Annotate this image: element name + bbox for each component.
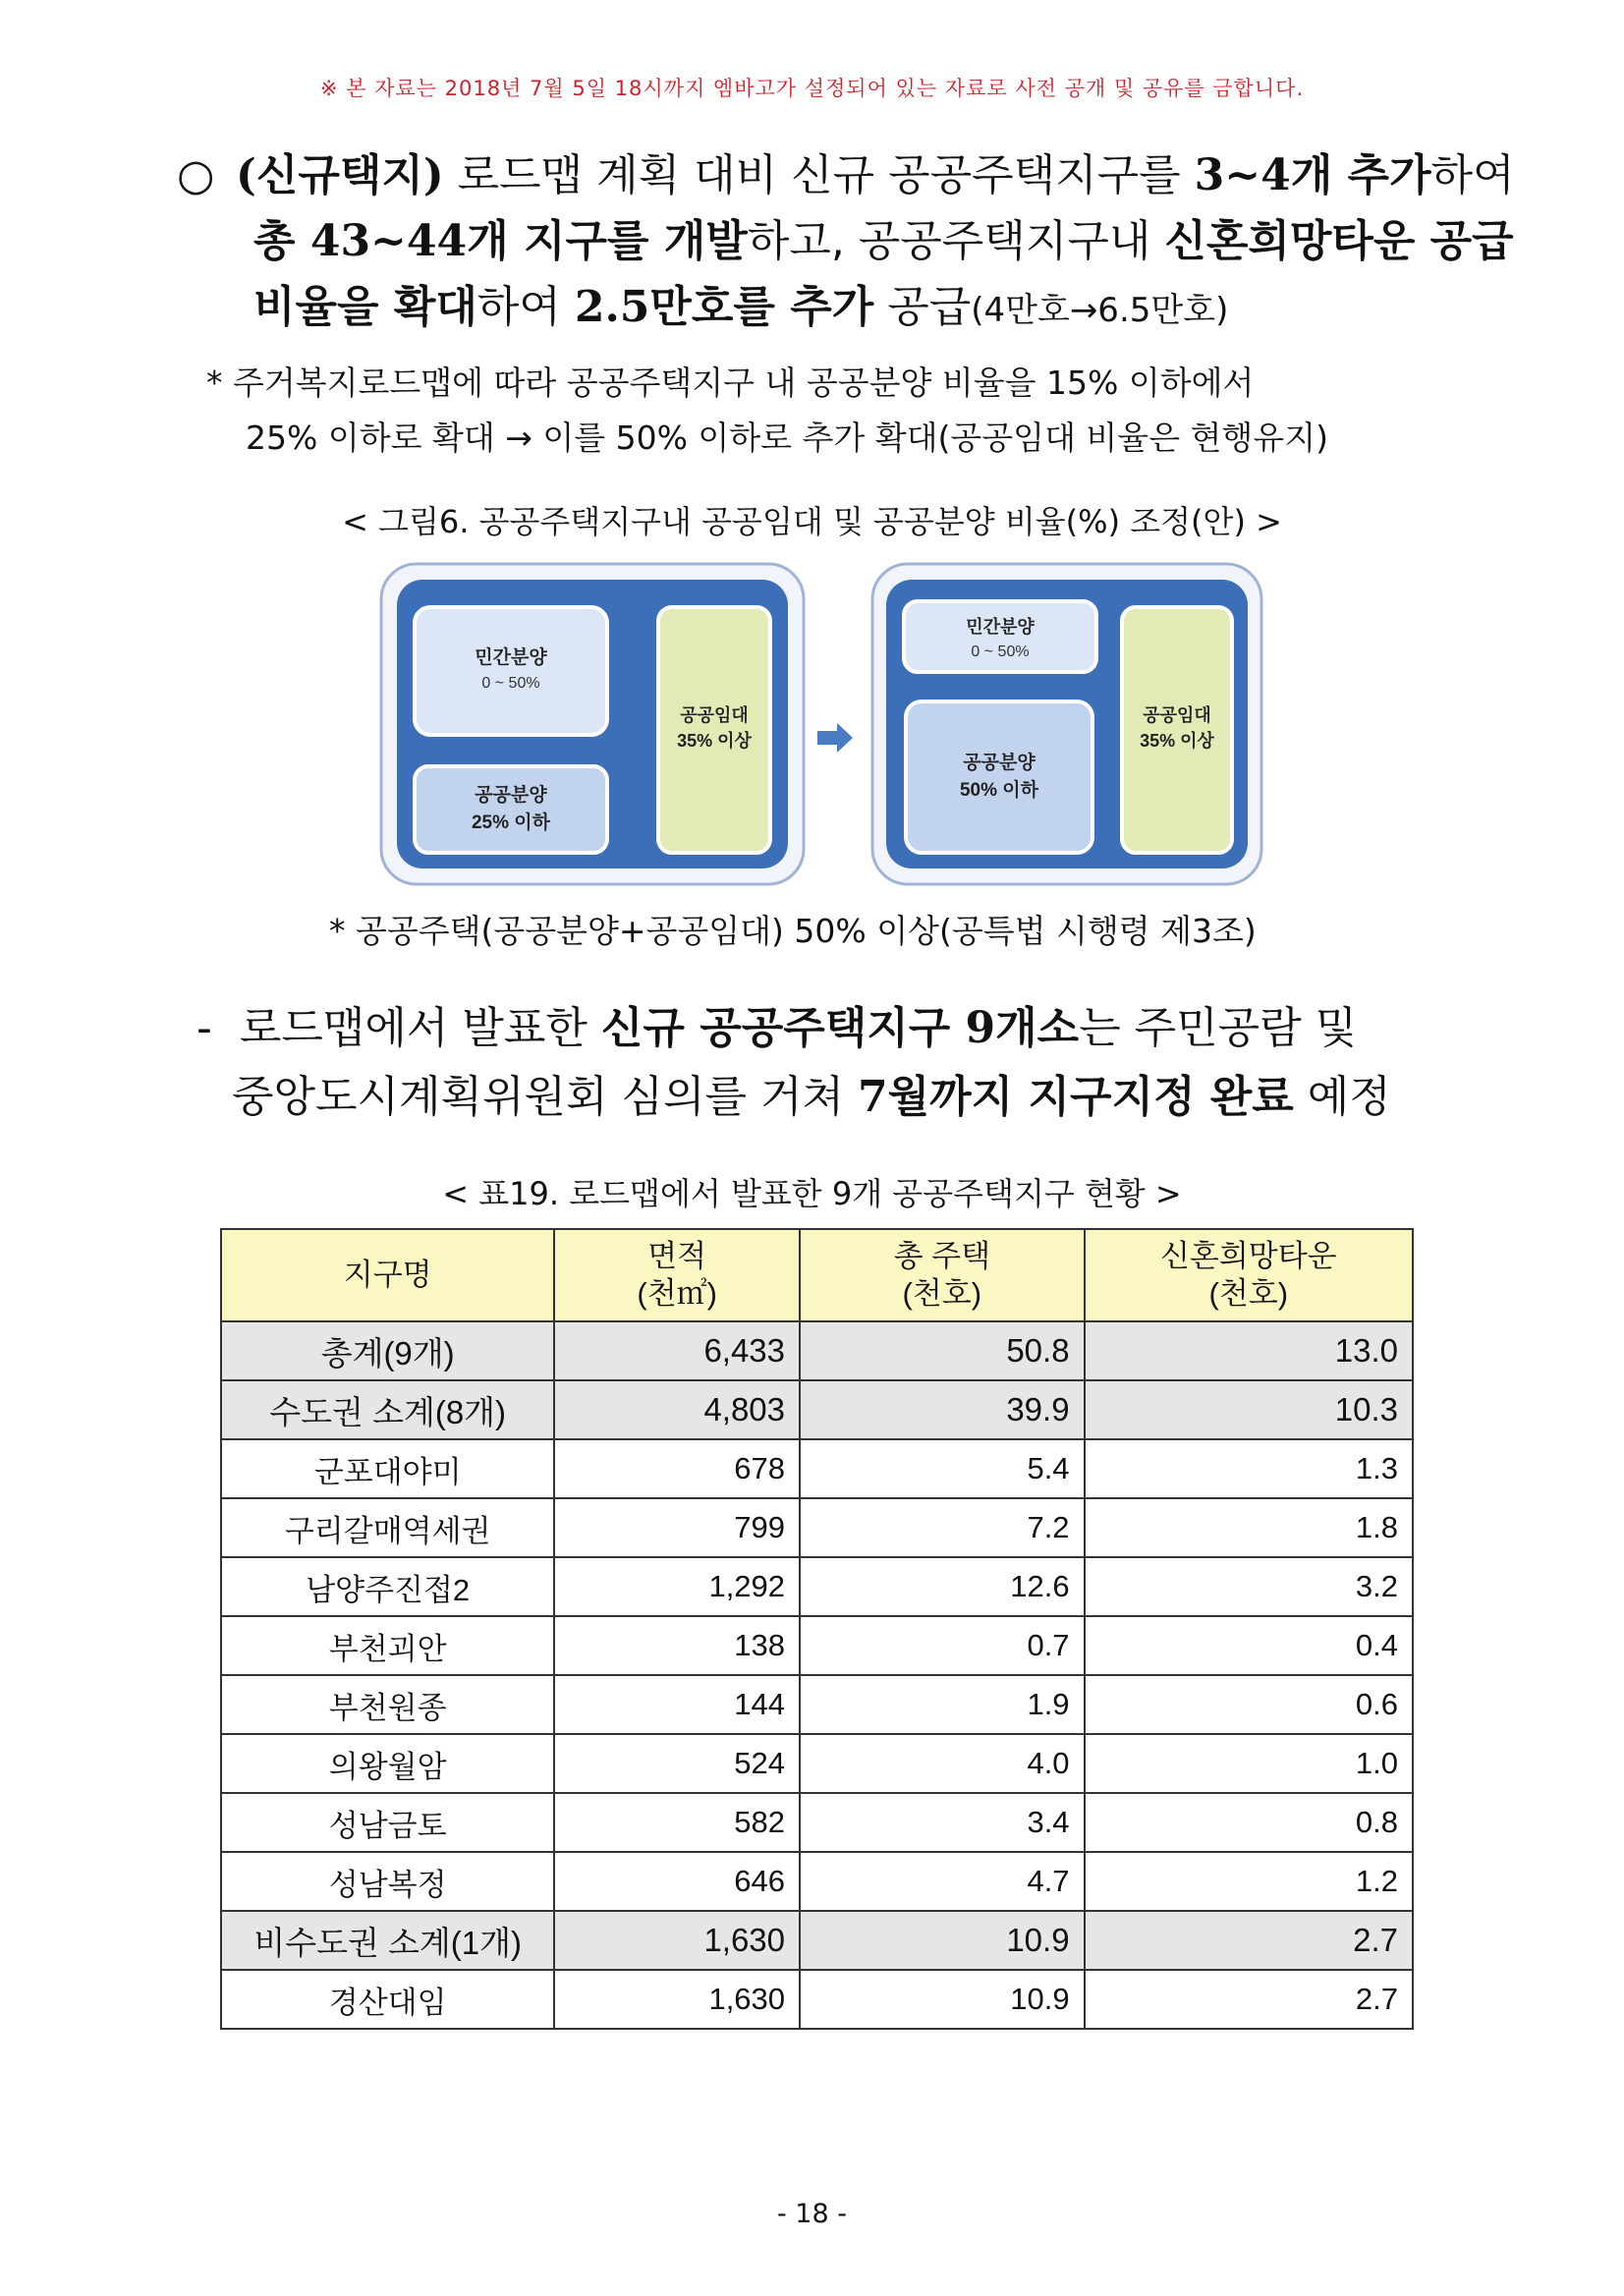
total-housing-cell: 50.8	[800, 1321, 1085, 1380]
paragraph-line-3: 비율을 확대하여 2.5만호를 추가 공급(4만호→6.5만호)	[253, 282, 1229, 332]
right-arrow-icon	[817, 723, 853, 753]
paragraph-new-sites	[177, 142, 1515, 344]
district-name-cell: 의왕월암	[221, 1734, 554, 1793]
table-summary-row	[221, 1911, 1413, 1970]
figure-note: * 공공주택(공공분양+공공임대) 50% 이상(공특법 시행령 제3조)	[329, 912, 1257, 950]
before-private-range: 0 ~ 50%	[481, 675, 540, 692]
public-housing-sites-table	[220, 1228, 1414, 2030]
newlywed-cell: 3.2	[1085, 1557, 1413, 1616]
district-name-cell: 성남금토	[221, 1793, 554, 1852]
figure-caption: < 그림6. 공공주택지구내 공공임대 및 공공분양 비율(%) 조정(안) >	[342, 503, 1282, 540]
area-cell: 6,433	[554, 1321, 800, 1380]
after-public-rent-label: 공공임대	[1143, 705, 1211, 725]
district-name-cell: 남양주진접2	[221, 1557, 554, 1616]
district-name-cell: 구리갈매역세권	[221, 1498, 554, 1557]
before-public-rent-range: 35% 이상	[677, 731, 752, 751]
table-summary-row	[221, 1321, 1413, 1380]
newlywed-cell: 0.6	[1085, 1675, 1413, 1734]
total-housing-cell: 1.9	[800, 1675, 1085, 1734]
area-cell: 1,630	[554, 1970, 800, 2029]
after-private-box	[904, 601, 1096, 672]
newlywed-cell: 10.3	[1085, 1380, 1413, 1439]
after-panel	[872, 564, 1261, 884]
before-private-box	[415, 607, 607, 735]
header-total-housing: 총 주택 (천호)	[800, 1229, 1085, 1321]
paragraph2-line-1: - 로드맵에서 발표한 신규 공공주택지구 9개소는 주민공람 및	[196, 1003, 1358, 1053]
newlywed-cell: 2.7	[1085, 1911, 1413, 1970]
table-row	[221, 1498, 1413, 1557]
after-public-sale-box	[906, 701, 1092, 853]
area-cell: 1,630	[554, 1911, 800, 1970]
after-private-range: 0 ~ 50%	[971, 644, 1030, 660]
embargo-notice: ※ 본 자료는 2018년 7월 5일 18시까지 엠바고가 설정되어 있는 자료로 사전 공개 및 공유를 금합니다.	[319, 77, 1305, 100]
area-cell: 138	[554, 1616, 800, 1675]
before-public-sale-box	[415, 766, 607, 853]
table-row	[221, 1852, 1413, 1911]
newlywed-cell: 1.8	[1085, 1498, 1413, 1557]
paragraph-line-1: (신규택지) 로드맵 계획 대비 신규 공공주택지구를 3~4개 추가하여	[236, 150, 1515, 200]
table-header-row	[221, 1229, 1413, 1321]
newlywed-cell: 0.4	[1085, 1616, 1413, 1675]
total-housing-cell: 4.7	[800, 1852, 1085, 1911]
newlywed-cell: 2.7	[1085, 1970, 1413, 2029]
after-private-label: 민간분양	[966, 617, 1035, 637]
district-name-cell: 부천원종	[221, 1675, 554, 1734]
header-newlywed-town: 신혼희망타운 (천호)	[1085, 1229, 1413, 1321]
paragraph2-line-2: 중앙도시계획위원회 심의를 거쳐 7월까지 지구지정 완료 예정	[232, 1072, 1391, 1122]
total-housing-cell: 7.2	[800, 1498, 1085, 1557]
area-cell: 678	[554, 1439, 800, 1498]
roadmap-note	[206, 356, 1328, 466]
total-housing-cell: 5.4	[800, 1439, 1085, 1498]
total-housing-cell: 12.6	[800, 1557, 1085, 1616]
newlywed-cell: 13.0	[1085, 1321, 1413, 1380]
roadmap-note-line-1: * 주거복지로드맵에 따라 공공주택지구 내 공공분양 비율을 15% 이하에서	[206, 364, 1255, 402]
table-row	[221, 1557, 1413, 1616]
header-area: 면적 (천㎡)	[554, 1229, 800, 1321]
after-public-rent-range: 35% 이상	[1140, 731, 1214, 751]
table-summary-row	[221, 1380, 1413, 1439]
table-row	[221, 1675, 1413, 1734]
district-name-cell: 부천괴안	[221, 1616, 554, 1675]
newlywed-cell: 1.0	[1085, 1734, 1413, 1793]
table-row	[221, 1734, 1413, 1793]
newlywed-cell: 1.3	[1085, 1439, 1413, 1498]
district-name-cell: 비수도권 소계(1개)	[221, 1911, 554, 1970]
paragraph-nine-sites	[196, 994, 1391, 1132]
before-private-label: 민간분양	[475, 647, 547, 668]
page-number: - 18 -	[776, 2199, 847, 2229]
newlywed-cell: 0.8	[1085, 1793, 1413, 1852]
district-name-cell: 경산대임	[221, 1970, 554, 2029]
total-housing-cell: 10.9	[800, 1970, 1085, 2029]
district-name-cell: 군포대야미	[221, 1439, 554, 1498]
before-public-sale-label: 공공분양	[475, 785, 547, 806]
before-public-sale-range: 25% 이하	[471, 812, 551, 833]
before-public-rent-box	[658, 607, 770, 853]
district-name-cell: 성남복정	[221, 1852, 554, 1911]
table-row	[221, 1970, 1413, 2029]
table-row	[221, 1616, 1413, 1675]
table-caption: < 표19. 로드맵에서 발표한 9개 공공주택지구 현황 >	[442, 1175, 1182, 1212]
district-name-cell: 수도권 소계(8개)	[221, 1380, 554, 1439]
header-district: 지구명	[221, 1229, 554, 1321]
total-housing-cell: 10.9	[800, 1911, 1085, 1970]
ratio-adjustment-figure	[379, 562, 1263, 886]
after-public-sale-label: 공공분양	[963, 753, 1036, 773]
total-housing-cell: 3.4	[800, 1793, 1085, 1852]
before-panel	[381, 564, 804, 884]
circle-bullet: ○	[177, 150, 215, 200]
district-name-cell: 총계(9개)	[221, 1321, 554, 1380]
total-housing-cell: 0.7	[800, 1616, 1085, 1675]
area-cell: 582	[554, 1793, 800, 1852]
area-cell: 799	[554, 1498, 800, 1557]
after-public-rent-box	[1122, 607, 1232, 853]
area-cell: 1,292	[554, 1557, 800, 1616]
total-housing-cell: 39.9	[800, 1380, 1085, 1439]
before-public-rent-label: 공공임대	[680, 705, 749, 725]
newlywed-cell: 1.2	[1085, 1852, 1413, 1911]
paragraph-line-2: 총 43~44개 지구를 개발하고, 공공주택지구내 신혼희망타운 공급	[253, 216, 1514, 266]
after-public-sale-range: 50% 이하	[959, 780, 1039, 801]
area-cell: 4,803	[554, 1380, 800, 1439]
total-housing-cell: 4.0	[800, 1734, 1085, 1793]
table-row	[221, 1439, 1413, 1498]
area-cell: 524	[554, 1734, 800, 1793]
table-row	[221, 1793, 1413, 1852]
area-cell: 144	[554, 1675, 800, 1734]
roadmap-note-line-2: 25% 이하로 확대 → 이를 50% 이하로 추가 확대(공공임대 비율은 현행유지)	[246, 419, 1328, 457]
area-cell: 646	[554, 1852, 800, 1911]
